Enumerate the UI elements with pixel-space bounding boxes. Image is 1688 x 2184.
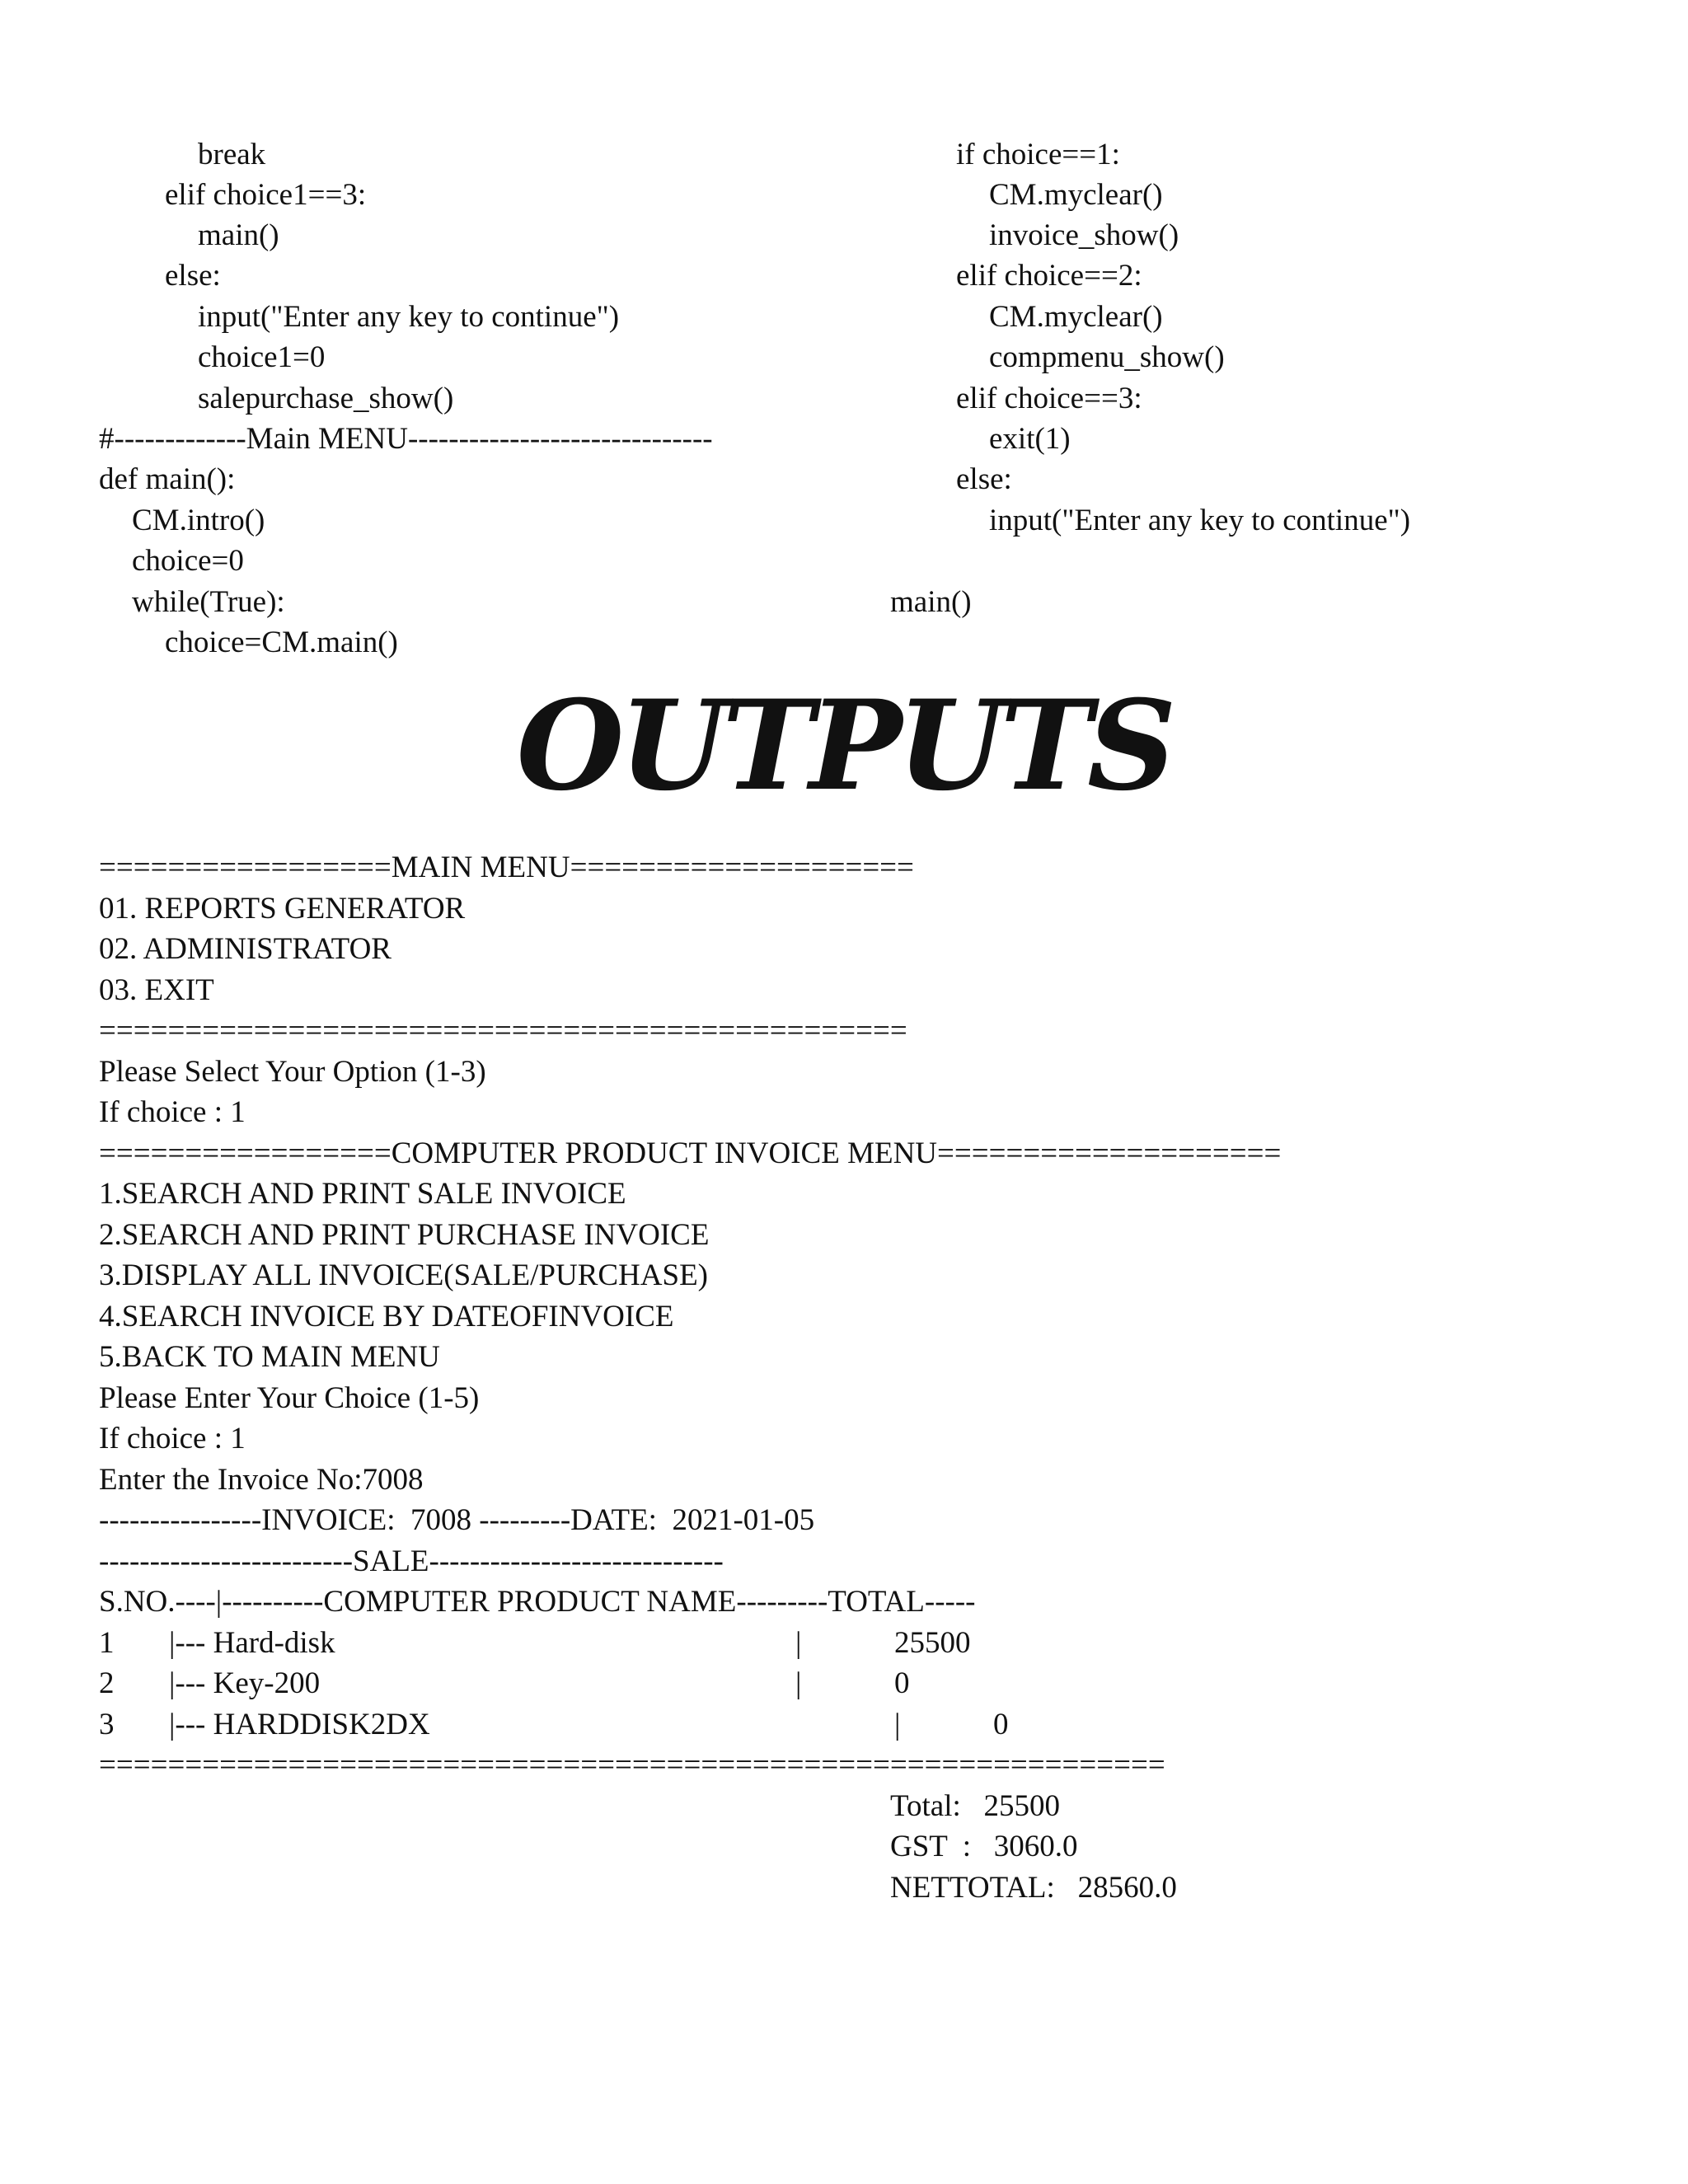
row-sno: 2 (99, 1666, 115, 1700)
code-line: CM.myclear() (989, 300, 1163, 334)
code-line: choice1=0 (198, 340, 326, 374)
row-product-name: |--- HARDDISK2DX (169, 1708, 430, 1741)
prompt-line: If choice : 1 (99, 1095, 246, 1129)
invoice-section-line: -------------------------SALE----------------------------- (99, 1544, 724, 1578)
prompt-line: Enter the Invoice No:7008 (99, 1463, 424, 1497)
row-separator: | (894, 1708, 901, 1741)
menu-rule-line: =============================================== (99, 1014, 907, 1047)
code-line: salepurchase_show() (198, 382, 454, 415)
gst-line: GST : 3060.0 (890, 1830, 1078, 1863)
code-line: if choice==1: (956, 138, 1120, 171)
menu-rule-line: =================MAIN MENU==================== (99, 851, 914, 884)
code-line: while(True): (132, 585, 285, 619)
nettotal-line: NETTOTAL: 28560.0 (890, 1871, 1177, 1905)
code-line: elif choice1==3: (165, 178, 367, 212)
menu-item: 01. REPORTS GENERATOR (99, 892, 466, 926)
total-line: Total: 25500 (890, 1789, 1061, 1823)
row-separator: | (795, 1666, 802, 1700)
menu-item: 5.BACK TO MAIN MENU (99, 1340, 440, 1374)
menu-item: 4.SEARCH INVOICE BY DATEOFINVOICE (99, 1300, 674, 1333)
outputs-heading: OUTPUTS (516, 673, 1172, 818)
code-line: else: (165, 259, 221, 293)
row-separator: | (795, 1626, 802, 1660)
row-total: 0 (894, 1666, 910, 1700)
code-line: elif choice==3: (956, 382, 1142, 415)
menu-item: 02. ADMINISTRATOR (99, 932, 392, 966)
code-line: elif choice==2: (956, 259, 1142, 293)
code-line: CM.intro() (132, 504, 265, 537)
code-line: input("Enter any key to continue") (198, 300, 620, 334)
code-line: main() (198, 218, 279, 252)
invoice-rule-line: ============================================================== (99, 1748, 1165, 1782)
row-product-name: |--- Key-200 (169, 1666, 321, 1700)
code-comment-line: #-------------Main MENU------------------------------ (99, 422, 713, 456)
code-line: compmenu_show() (989, 340, 1225, 374)
code-line: input("Enter any key to continue") (989, 504, 1411, 537)
row-product-name: |--- Hard-disk (169, 1626, 335, 1660)
code-line: CM.myclear() (989, 178, 1163, 212)
menu-item: 3.DISPLAY ALL INVOICE(SALE/PURCHASE) (99, 1258, 709, 1292)
code-line: choice=0 (132, 544, 244, 578)
prompt-line: If choice : 1 (99, 1422, 246, 1455)
row-sno: 3 (99, 1708, 115, 1741)
code-line: break (198, 138, 266, 171)
row-total: 25500 (894, 1626, 971, 1660)
menu-item: 2.SEARCH AND PRINT PURCHASE INVOICE (99, 1218, 710, 1252)
code-line: def main(): (99, 462, 236, 496)
menu-item: 1.SEARCH AND PRINT SALE INVOICE (99, 1177, 626, 1211)
code-line: main() (890, 585, 972, 619)
code-line: choice=CM.main() (165, 626, 398, 659)
menu-rule-line: =================COMPUTER PRODUCT INVOICE MENU==================== (99, 1137, 1282, 1170)
row-sno: 1 (99, 1626, 115, 1660)
prompt-line: Please Select Your Option (1-3) (99, 1055, 486, 1089)
row-total: 0 (993, 1708, 1009, 1741)
prompt-line: Please Enter Your Choice (1-5) (99, 1381, 480, 1415)
code-line: invoice_show() (989, 218, 1179, 252)
invoice-header-line: ----------------INVOICE: 7008 ---------DATE: 2021-01-05 (99, 1503, 815, 1537)
code-line: exit(1) (989, 422, 1071, 456)
menu-item: 03. EXIT (99, 973, 214, 1007)
code-line: else: (956, 462, 1012, 496)
invoice-column-header: S.NO.----|----------COMPUTER PRODUCT NAME---------TOTAL----- (99, 1585, 976, 1619)
